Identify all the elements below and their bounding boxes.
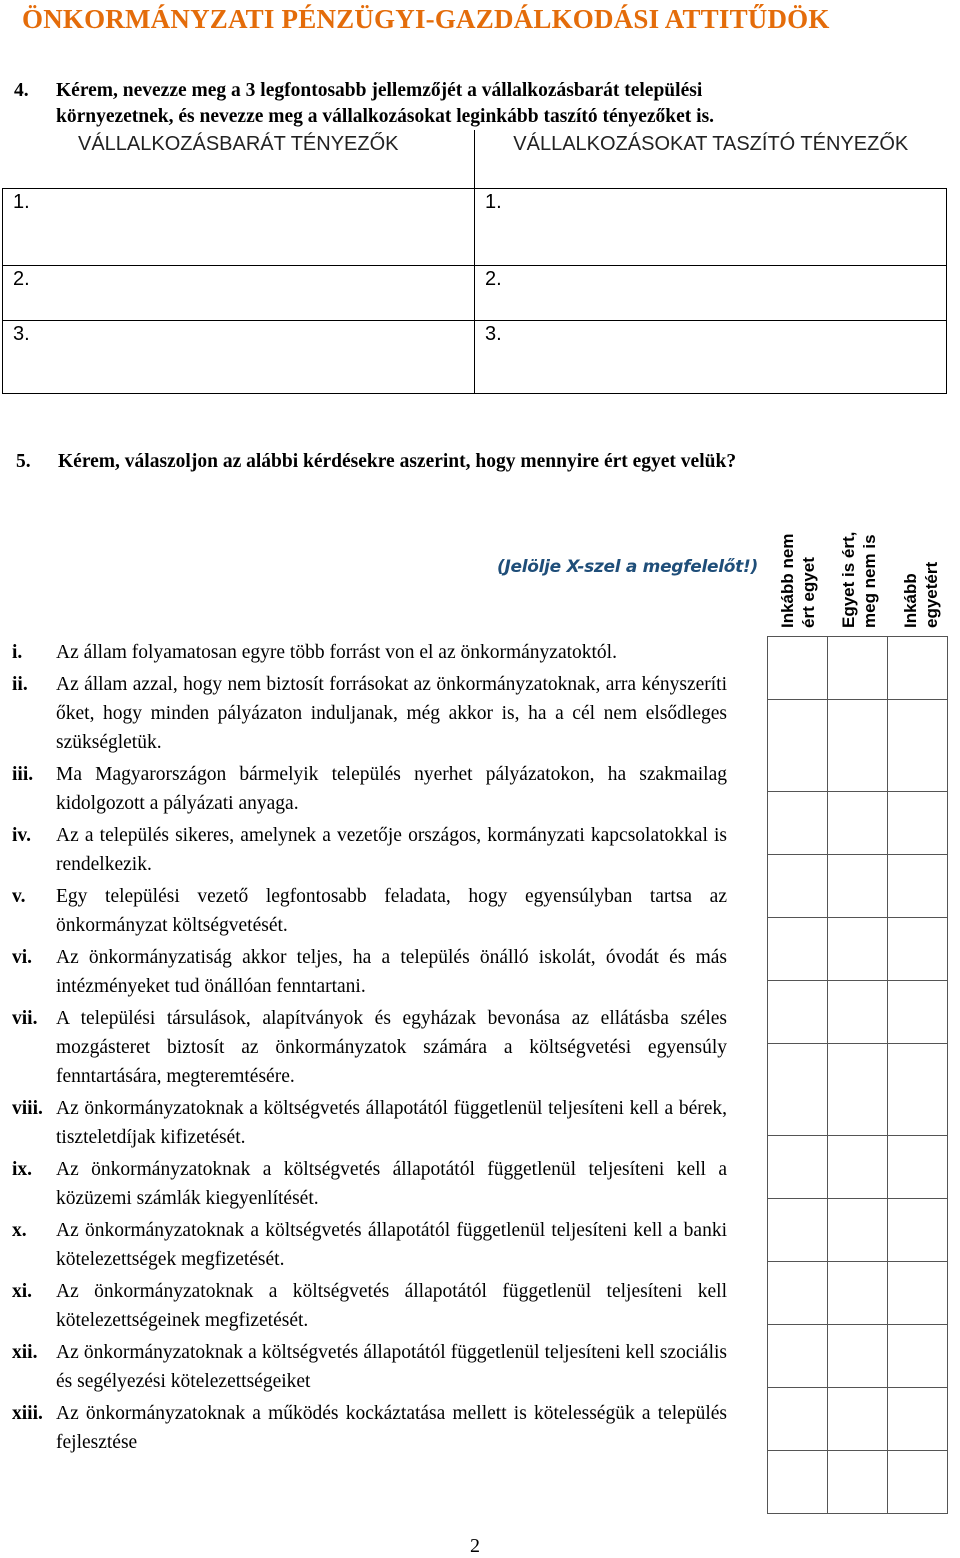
answer-box-neutral[interactable] — [828, 637, 888, 700]
answer-box-disagree[interactable] — [768, 1388, 828, 1451]
question-4 — [14, 78, 944, 130]
statement-number: iv. — [12, 825, 31, 846]
scale-header-disagree: Inkább nem ért egyet — [778, 533, 818, 628]
page-number: 2 — [470, 1535, 480, 1557]
statement-number: xiii. — [12, 1403, 43, 1424]
answer-row — [768, 1044, 948, 1136]
statement-item — [12, 1399, 727, 1457]
question-number: 5. — [16, 451, 31, 472]
statement-item — [12, 638, 727, 667]
answer-box-disagree[interactable] — [768, 1136, 828, 1199]
answer-box-agree[interactable] — [888, 981, 948, 1044]
answer-box-disagree[interactable] — [768, 855, 828, 918]
statement-number: iii. — [12, 764, 34, 785]
answer-box-neutral[interactable] — [828, 1136, 888, 1199]
answer-box-disagree[interactable] — [768, 1044, 828, 1136]
statement-number: ix. — [12, 1159, 33, 1180]
scale-header-neutral: Egyet is ért, meg nem is — [839, 531, 879, 628]
statement-text: Az önkormányzatoknak a működés kockáztatása mellett is kötelességük a település fejlesztése — [56, 1403, 727, 1453]
answer-box-disagree[interactable] — [768, 918, 828, 981]
statement-item — [12, 882, 727, 940]
statement-list — [12, 638, 727, 1460]
answer-row — [768, 855, 948, 918]
statement-number: viii. — [12, 1098, 43, 1119]
answer-box-agree[interactable] — [888, 918, 948, 981]
answer-box-disagree[interactable] — [768, 981, 828, 1044]
scale-header-agree: Inkább egyetért — [901, 561, 941, 628]
statement-text: Az önkormányzatoknak a költségvetés állapotától függetlenül teljesíteni kell kötelezettségeinek megfizetését. — [56, 1281, 727, 1331]
answer-row — [768, 1451, 948, 1514]
statement-text: Egy települési vezető legfontosabb feladata, hogy egyensúlyban tartsa az önkormányzat költségvetését. — [56, 886, 727, 936]
statement-text: Ma Magyarországon bármelyik település nyerhet pályázatokon, ha szakmailag kidolgozott a pályázati anyaga. — [56, 764, 727, 814]
statement-item — [12, 821, 727, 879]
question-5-text: Kérem, válaszoljon az alábbi kérdésekre aszerint, hogy mennyire ért egyet velük? — [58, 451, 737, 472]
answer-box-neutral[interactable] — [828, 700, 888, 792]
question-4-line-2: környezetnek, és nevezze meg a vállalkozásokat leginkább taszító tényezőket is. — [56, 106, 715, 127]
statement-text: Az önkormányzatiság akkor teljes, ha a település önálló iskolát, óvodát és más intézményeket tud önállóan fenntartani. — [56, 947, 727, 997]
answer-box-neutral[interactable] — [828, 855, 888, 918]
answer-box-neutral[interactable] — [828, 1388, 888, 1451]
answer-row — [768, 1388, 948, 1451]
answer-box-neutral[interactable] — [828, 1451, 888, 1514]
answer-row — [768, 1199, 948, 1262]
answer-box-agree[interactable] — [888, 1451, 948, 1514]
statement-item — [12, 1155, 727, 1213]
statement-number: ii. — [12, 674, 28, 695]
repellent-factor-2[interactable]: 2. — [475, 266, 947, 321]
statement-text: Az a település sikeres, amelynek a vezetője országos, kormányzati kapcsolatokkal is rendelkezik. — [56, 825, 727, 875]
answer-box-agree[interactable] — [888, 1325, 948, 1388]
answer-box-disagree[interactable] — [768, 700, 828, 792]
statement-item — [12, 1004, 727, 1091]
page-title: ÖNKORMÁNYZATI PÉNZÜGYI-GAZDÁLKODÁSI ATTITŰDÖK — [22, 4, 830, 34]
answer-box-disagree[interactable] — [768, 1451, 828, 1514]
answer-row — [768, 792, 948, 855]
answer-box-neutral[interactable] — [828, 792, 888, 855]
question-number: 4. — [14, 80, 29, 101]
statement-item — [12, 1277, 727, 1335]
statement-text: Az állam folyamatosan egyre több forrást von el az önkormányzatoktól. — [56, 642, 617, 663]
answer-box-neutral[interactable] — [828, 981, 888, 1044]
statement-item — [12, 670, 727, 757]
answer-box-neutral[interactable] — [828, 918, 888, 981]
statement-number: xii. — [12, 1342, 38, 1363]
question-4-line-1: Kérem, nevezze meg a 3 legfontosabb jellemzőjét a vállalkozásbarát települési — [56, 80, 703, 101]
statement-text: Az állam azzal, hogy nem biztosít forrásokat az önkormányzatoknak, arra kényszeríti őket, hogy minden pályázaton induljanak, még akkor is, ha a cél nem elsődleges szükségletük. — [56, 674, 727, 753]
answer-box-disagree[interactable] — [768, 1262, 828, 1325]
statement-number: i. — [12, 642, 23, 663]
answer-box-agree[interactable] — [888, 700, 948, 792]
statement-text: A települési társulások, alapítványok és egyházak bevonása az ellátásba széles mozgásteret biztosít az önkormányzatok számára a költségvetési egyensúly fenntartására, megteremtésére. — [56, 1008, 727, 1087]
col-header-repellent: VÁLLALKOZÁSOKAT TASZÍTÓ TÉNYEZŐK — [475, 130, 947, 189]
answer-row — [768, 918, 948, 981]
answer-box-neutral[interactable] — [828, 1262, 888, 1325]
answer-box-neutral[interactable] — [828, 1199, 888, 1262]
answer-box-neutral[interactable] — [828, 1044, 888, 1136]
answer-row — [768, 981, 948, 1044]
statement-item — [12, 1338, 727, 1396]
friendly-factor-1[interactable]: 1. — [3, 189, 475, 266]
statement-item — [12, 1094, 727, 1152]
answer-box-disagree[interactable] — [768, 1325, 828, 1388]
answer-box-disagree[interactable] — [768, 637, 828, 700]
repellent-factor-1[interactable]: 1. — [475, 189, 947, 266]
statement-text: Az önkormányzatoknak a költségvetés állapotától függetlenül teljesíteni kell szociális és segélyezési kötelezettségeiket — [56, 1342, 727, 1392]
question-5 — [16, 451, 736, 473]
answer-box-agree[interactable] — [888, 637, 948, 700]
friendly-factor-2[interactable]: 2. — [3, 266, 475, 321]
answer-box-agree[interactable] — [888, 792, 948, 855]
statement-number: xi. — [12, 1281, 33, 1302]
factors-table — [2, 130, 947, 394]
answer-box-disagree[interactable] — [768, 792, 828, 855]
answer-box-agree[interactable] — [888, 1388, 948, 1451]
statement-item — [12, 760, 727, 818]
answer-grid — [767, 636, 948, 1514]
statement-number: vii. — [12, 1008, 38, 1029]
repellent-factor-3[interactable]: 3. — [475, 321, 947, 394]
answer-box-disagree[interactable] — [768, 1199, 828, 1262]
answer-box-agree[interactable] — [888, 1044, 948, 1136]
answer-row — [768, 637, 948, 700]
answer-box-agree[interactable] — [888, 1262, 948, 1325]
answer-box-agree[interactable] — [888, 1136, 948, 1199]
statement-item — [12, 943, 727, 1001]
instruction-hint: (Jelölje X-szel a megfelelőt!) — [497, 557, 758, 577]
statement-text: Az önkormányzatoknak a költségvetés állapotától függetlenül teljesíteni kell a bérek, tiszteletdíjak kifizetését. — [56, 1098, 727, 1148]
statement-number: v. — [12, 886, 26, 907]
answer-row — [768, 1262, 948, 1325]
col-header-friendly: VÁLLALKOZÁSBARÁT TÉNYEZŐK — [3, 130, 475, 189]
statement-text: Az önkormányzatoknak a költségvetés állapotától függetlenül teljesíteni kell a banki kötelezettségek megfizetését. — [56, 1220, 727, 1270]
answer-row — [768, 1325, 948, 1388]
statement-number: x. — [12, 1220, 27, 1241]
friendly-factor-3[interactable]: 3. — [3, 321, 475, 394]
answer-row — [768, 1136, 948, 1199]
statement-item — [12, 1216, 727, 1274]
answer-box-agree[interactable] — [888, 855, 948, 918]
answer-box-agree[interactable] — [888, 1199, 948, 1262]
statement-text: Az önkormányzatoknak a költségvetés állapotától függetlenül teljesíteni kell a közüzemi számlák kiegyenlítését. — [56, 1159, 727, 1209]
answer-row — [768, 700, 948, 792]
statement-number: vi. — [12, 947, 33, 968]
answer-box-neutral[interactable] — [828, 1325, 888, 1388]
